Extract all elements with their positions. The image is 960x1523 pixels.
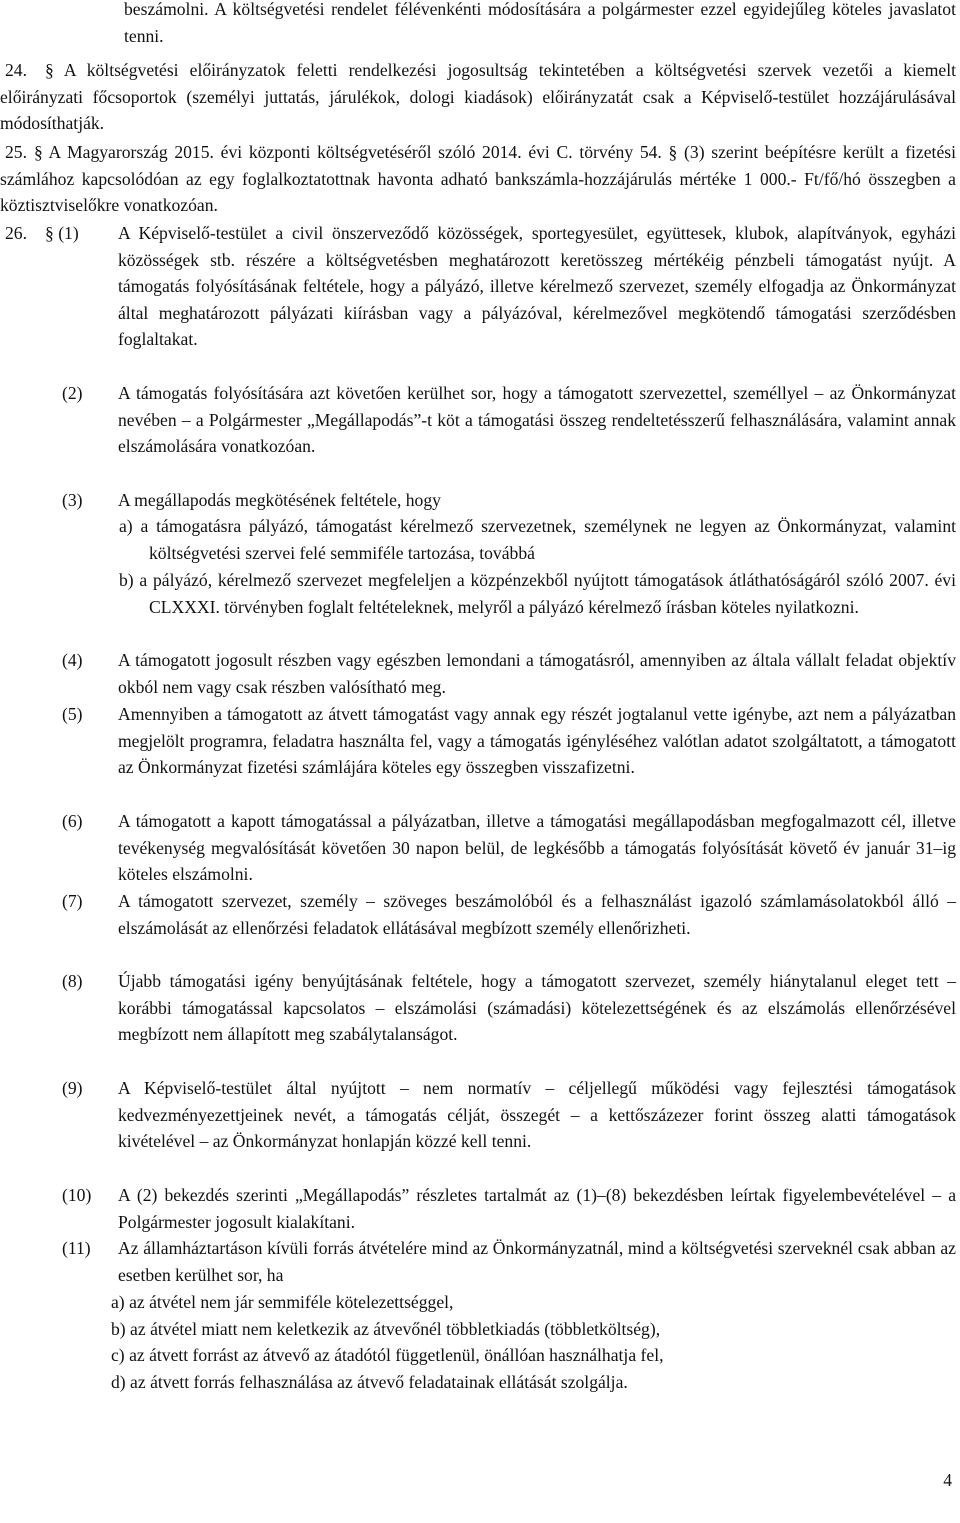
subsection-7-number: (7)	[62, 891, 83, 911]
subsection-11-item-b: b) az átvétel miatt nem keletkezik az átvevőnél többletkiadás (többletköltség),	[111, 1319, 661, 1339]
subsection-2-text: A támogatás folyósítására azt követően kerülhet sor, hogy a támogatott szervezettel, személlyel – az Önkormányzat nevében – a Polgármester „Megállapodás”-t köt a támogatási összeg rendeltetésszerű felhasználására, valamint annak elszámolására vonatkozóan.	[118, 383, 956, 457]
subsection-6-number: (6)	[62, 811, 83, 831]
paragraph-24-number: 24.	[5, 60, 27, 80]
subsection-11-item-a: a) az átvétel nem jár semmiféle kötelezettséggel,	[111, 1292, 454, 1312]
paragraph-25-text: § A Magyarország 2015. évi központi költségvetéséről szóló 2014. évi C. törvény 54. § (3) szerint beépítésre került a fizetési számlához kapcsolódóan az egy foglalkoztatottnak havonta adható bankszámla-hozzájárulás mértéke 1 000.- Ft/fő/hó összegben a köztisztviselőkre vonatkozóan.	[0, 142, 956, 216]
subsection-11-item-d: d) az átvett forrás felhasználása az átvevő feladatainak ellátását szolgálja.	[111, 1372, 628, 1392]
subsection-5-text: Amennyiben a támogatott az átvett támogatást vagy annak egy részét jogtalanul vette igénybe, azt nem a pályázatban megjelölt programra, feladatra használta fel, vagy a támogatás igényléséhez valótlan adatot szolgáltatott, a támogatott az Önkormányzat fizetési számlájára köteles egy összegben visszafizetni.	[118, 704, 956, 778]
subsection-4-number: (4)	[62, 650, 83, 670]
subsection-8-text: Újabb támogatási igény benyújtásának feltétele, hogy a támogatott szervezet, személy hiánytalanul eleget tett – korábbi támogatással kapcsolatos – elszámolási (számadási) kötelezettségének és az elszámolás ellenőrzésével megbízott nem állapított meg szabálytalanságot.	[118, 971, 956, 1045]
subsection-4-text: A támogatott jogosult részben vagy egészben lemondani a támogatásról, amennyiben az általa vállalt feladat objektív okból nem vagy csak részben valósítható meg.	[118, 650, 956, 697]
subsection-7-text: A támogatott szervezet, személy – szöveges beszámolóból és a felhasználást igazoló számlamásolatokból álló – elszámolását az ellenőrzési feladatok ellátásával megbízott személy ellenőrizheti.	[118, 891, 956, 938]
subsection-2-number: (2)	[62, 383, 83, 403]
subsection-11-item-c: c) az átvett forrást az átvevő az átadótól függetlenül, önállóan használhatja fel,	[111, 1345, 664, 1365]
subsection-3-number: (3)	[62, 490, 83, 510]
subsection-1-number: § (1)	[45, 223, 79, 243]
page-number: 4	[943, 1470, 952, 1490]
subsection-9-text: A Képviselő-testület által nyújtott – nem normatív – céljellegű működési vagy fejlesztési támogatások kedvezményezettjeinek nevét, a támogatás célját, összegét – a kettőszázezer forint összeg alatti támogatások kivételével – az Önkormányzat honlapján közzé kell tenni.	[118, 1078, 956, 1152]
subsection-3-item-a: a) a támogatásra pályázó, támogatást kérelmező szervezetnek, személynek ne legyen az Önkormányzat, valamint költségvetési szervei felé semmiféle tartozása, továbbá	[119, 516, 956, 563]
subsection-10-text: A (2) bekezdés szerinti „Megállapodás” részletes tartalmát az (1)–(8) bekezdésben leírtak figyelembevételével – a Polgármester jogosult kialakítani.	[118, 1185, 956, 1232]
subsection-8-number: (8)	[62, 971, 83, 991]
paragraph-26-number: 26.	[5, 223, 27, 243]
subsection-10-number: (10)	[62, 1185, 92, 1205]
subsection-9-number: (9)	[62, 1078, 83, 1098]
subsection-6-text: A támogatott a kapott támogatással a pályázatban, illetve a támogatási megállapodásban megfogalmazott cél, illetve tevékenység megvalósítását követően 30 napon belül, de legkésőbb a támogatás folyósítását követő év január 31–ig köteles elszámolni.	[118, 811, 956, 885]
subsection-1-text: A Képviselő-testület a civil önszerveződő közösségek, sportegyesület, együttesek, klubok, alapítványok, egyházi közösségek stb. részére a költségvetésben meghatározott keretösszeg mértékéig pénzbeli támogatást nyújt. A támogatás folyósításának feltétele, hogy a pályázó, illetve kérelmező szervezet, személy elfogadja az Önkormányzat által meghatározott pályázati kiírásban vagy a pályázóval, kérelmezővel megkötendő támogatási szerződésben foglaltakat.	[118, 223, 956, 350]
subsection-11-number: (11)	[62, 1238, 91, 1258]
subsection-11-text: Az államháztartáson kívüli forrás átvételére mind az Önkormányzatnál, mind a költségvetési szerveknél csak abban az esetben kerülhet sor, ha	[118, 1238, 956, 1285]
subsection-3-text: A megállapodás megkötésének feltétele, hogy	[118, 490, 441, 510]
paragraph-24-text: § A költségvetési előirányzatok feletti rendelkezési jogosultság tekintetében a költségvetési szervek vezetői a kiemelt előirányzati főcsoportok (személyi juttatás, járulékok, dologi kiadások) előirányzatát csak a Képviselő-testület hozzájárulásával módosíthatják.	[0, 60, 956, 134]
subsection-5-number: (5)	[62, 704, 83, 724]
intro-paragraph: beszámolni. A költségvetési rendelet félévenkénti módosítására a polgármester ezzel egyidejűleg köteles javaslatot tenni.	[124, 0, 956, 46]
subsection-3-item-b: b) a pályázó, kérelmező szervezet megfeleljen a közpénzekből nyújtott támogatások átláthatóságáról szóló 2007. évi CLXXXI. törvényben foglalt feltételeknek, melyről a pályázó kérelmező írásban köteles nyilatkozni.	[119, 570, 956, 617]
paragraph-25-number: 25.	[5, 142, 27, 162]
